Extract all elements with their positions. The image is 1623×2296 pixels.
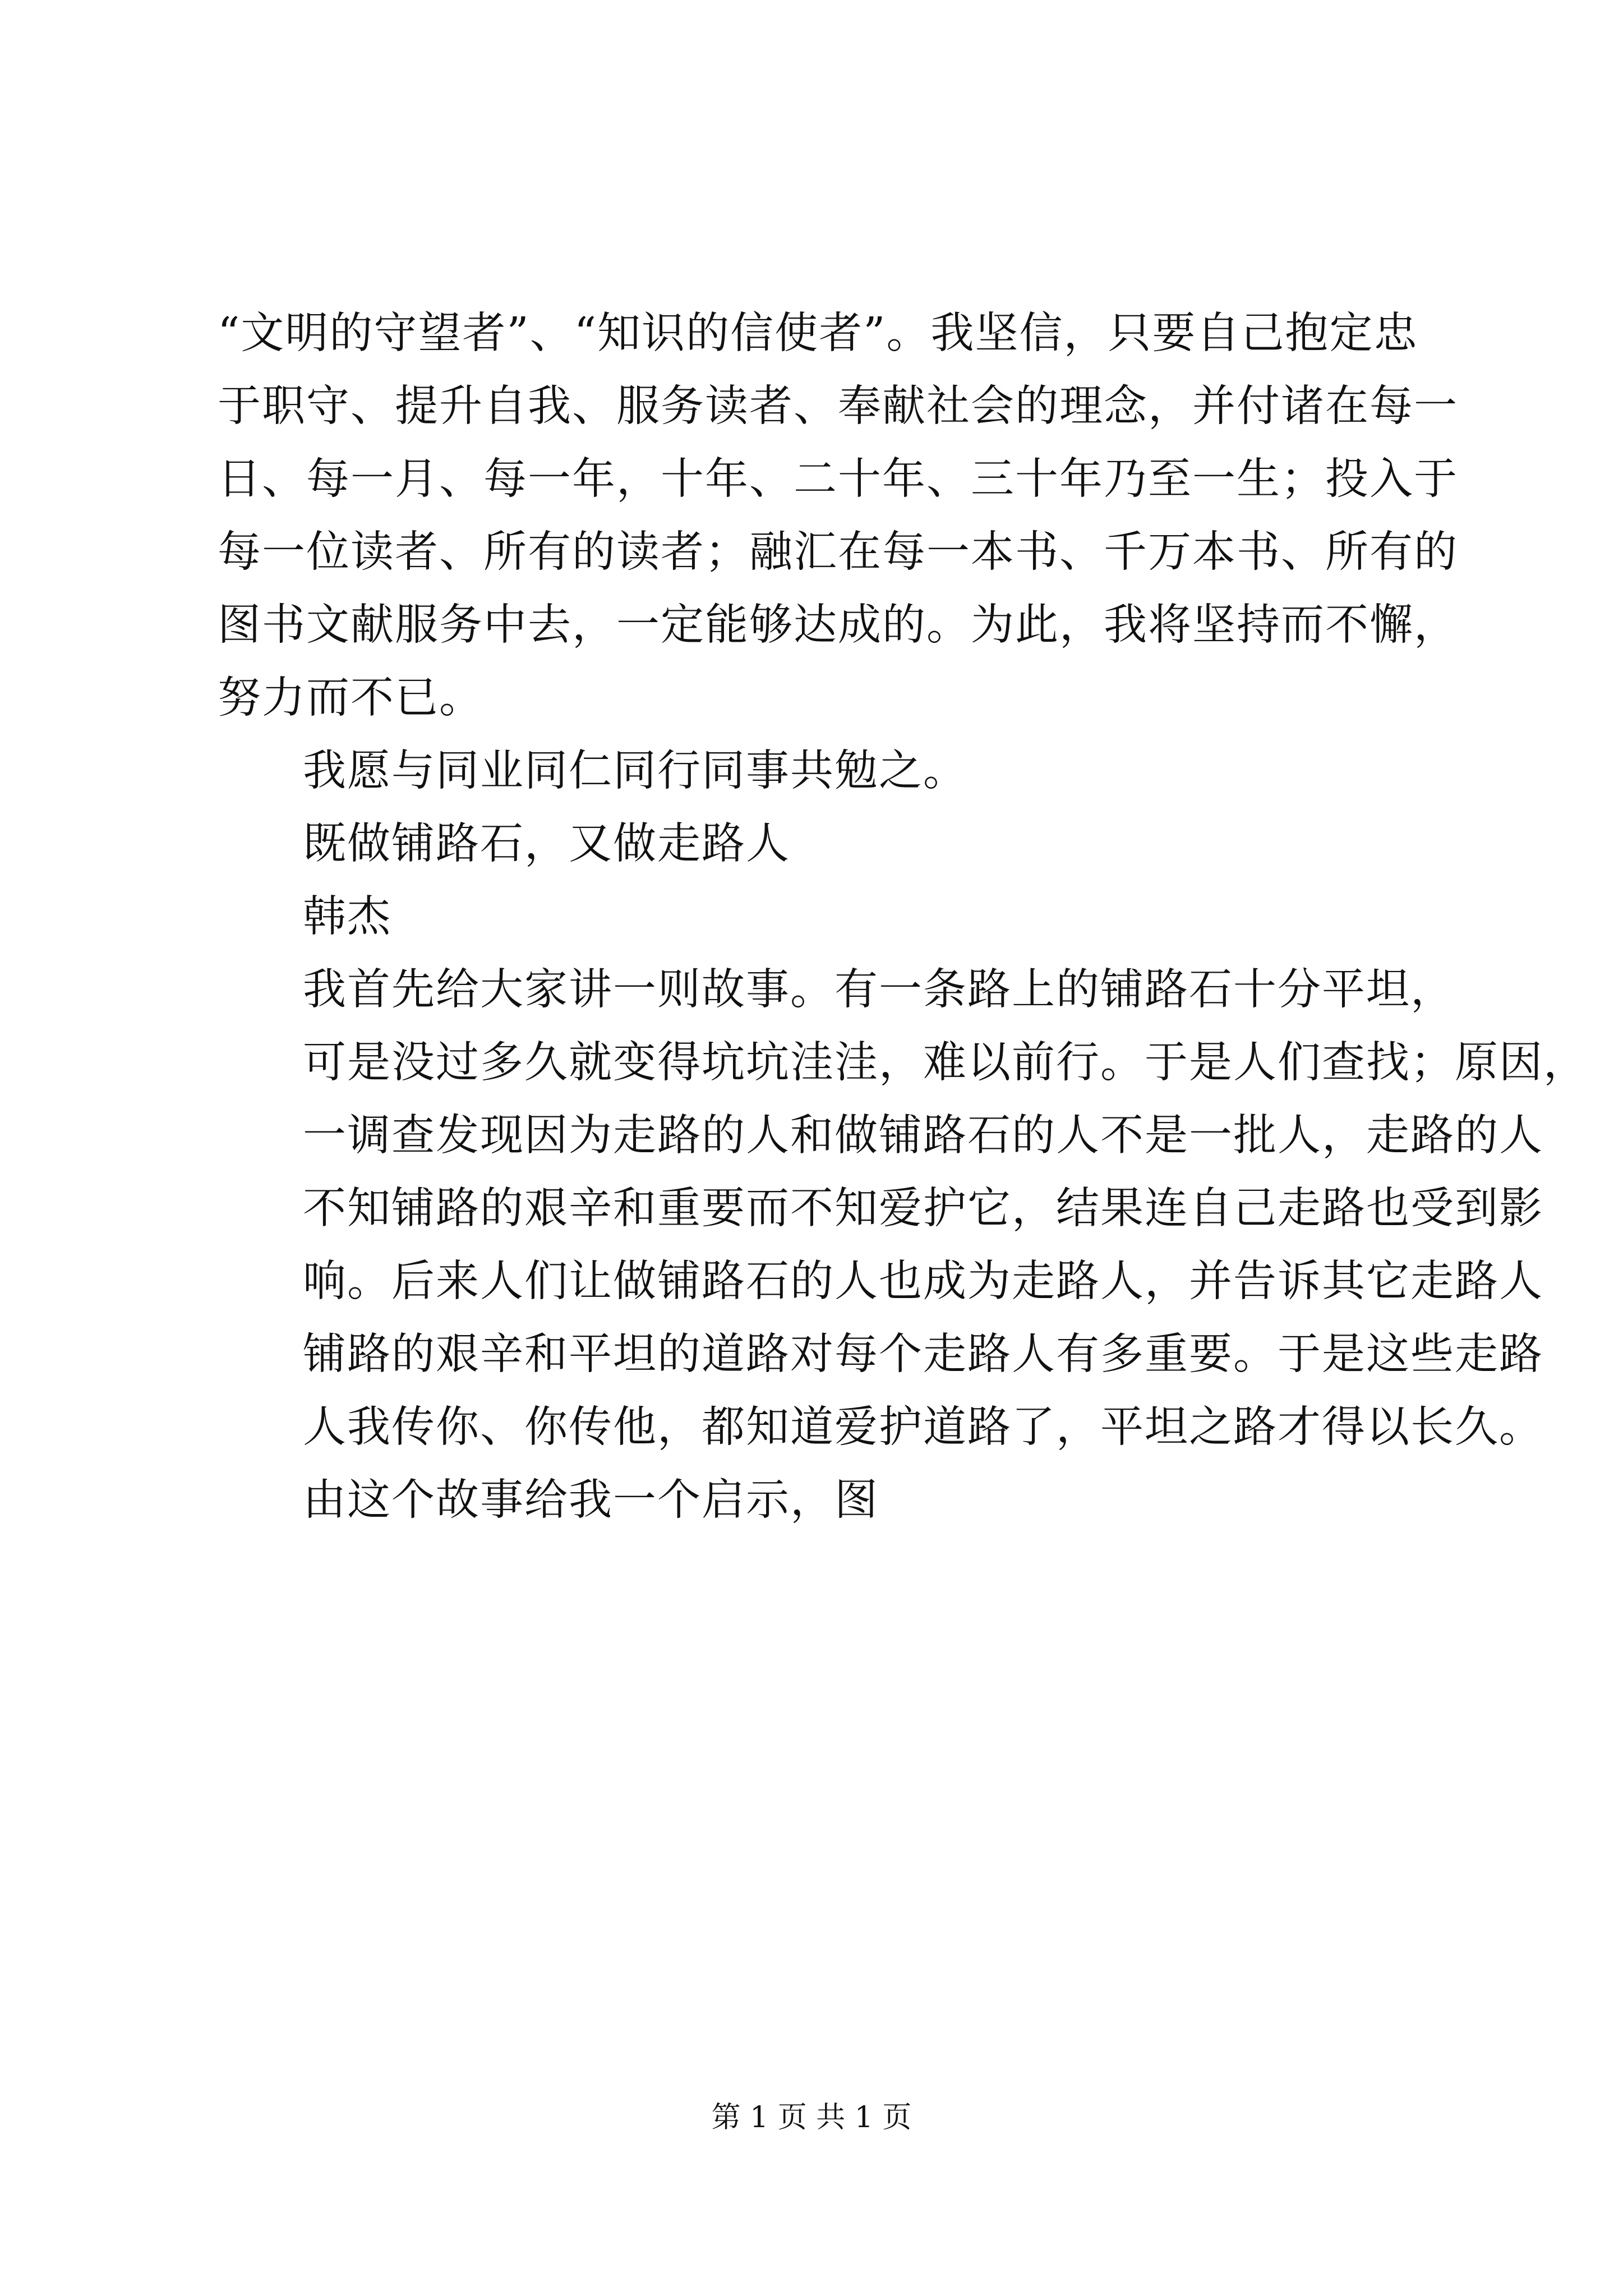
text-line: 铺路的艰辛和平坦的道路对每个走路人有多重要。于是这些走路 (303, 1329, 1543, 1379)
text-line: 可是没过多久就变得坑坑洼洼，难以前行。于是人们查找；原因， (303, 1038, 1588, 1088)
text-line: 响。后来人们让做铺路石的人也成为走路人，并告诉其它走路人 (303, 1257, 1543, 1306)
text-line: “文明的守望者”、“知识的信使者”。我坚信，只要自己抱定忠 (218, 309, 1418, 358)
text-line: 每一位读者、所有的读者；融汇在每一本书、千万本书、所有的 (218, 527, 1458, 577)
section-title (218, 808, 1418, 881)
text-line: 我愿与同业同仁同行同事共勉之。 (303, 746, 967, 796)
text-line: 图书文献服务中去，一定能够达成的。为此，我将坚持而不懈， (218, 600, 1458, 650)
text-line: 我首先给大家讲一则故事。有一条路上的铺路石十分平坦， (303, 965, 1455, 1015)
text-line: 日、每一月、每一年，十年、二十年、三十年乃至一生；投入于 (218, 454, 1458, 504)
text-line: 努力而不已。 (218, 673, 483, 723)
text-line: 于职守、提升自我、服务读者、奉献社会的理念，并付诸在每一 (218, 381, 1458, 431)
paragraph-closing-vow (218, 297, 1458, 735)
text-line: 人我传你、你传他，都知道爱护道路了，平坦之路才得以长久。 (303, 1402, 1543, 1452)
text-line: 不知铺路的艰辛和重要而不知爱护它，结果连自己走路也受到影 (303, 1184, 1543, 1234)
page-footer (0, 2098, 1623, 2137)
document-body (218, 297, 1588, 1537)
text-line: 既做铺路石，又做走路人 (303, 819, 790, 869)
paragraph-story (218, 954, 1588, 1464)
author-name (218, 881, 1418, 954)
paragraph-insight (218, 1464, 1418, 1537)
page-number-label: 第 1 页 共 1 页 (711, 2101, 912, 2134)
text-line: 一调查发现因为走路的人和做铺路石的人不是一批人，走路的人 (303, 1111, 1543, 1161)
paragraph-encouragement (218, 735, 1418, 808)
text-line: 由这个故事给我一个启示，图 (303, 1475, 879, 1525)
text-line: 韩杰 (303, 892, 391, 942)
